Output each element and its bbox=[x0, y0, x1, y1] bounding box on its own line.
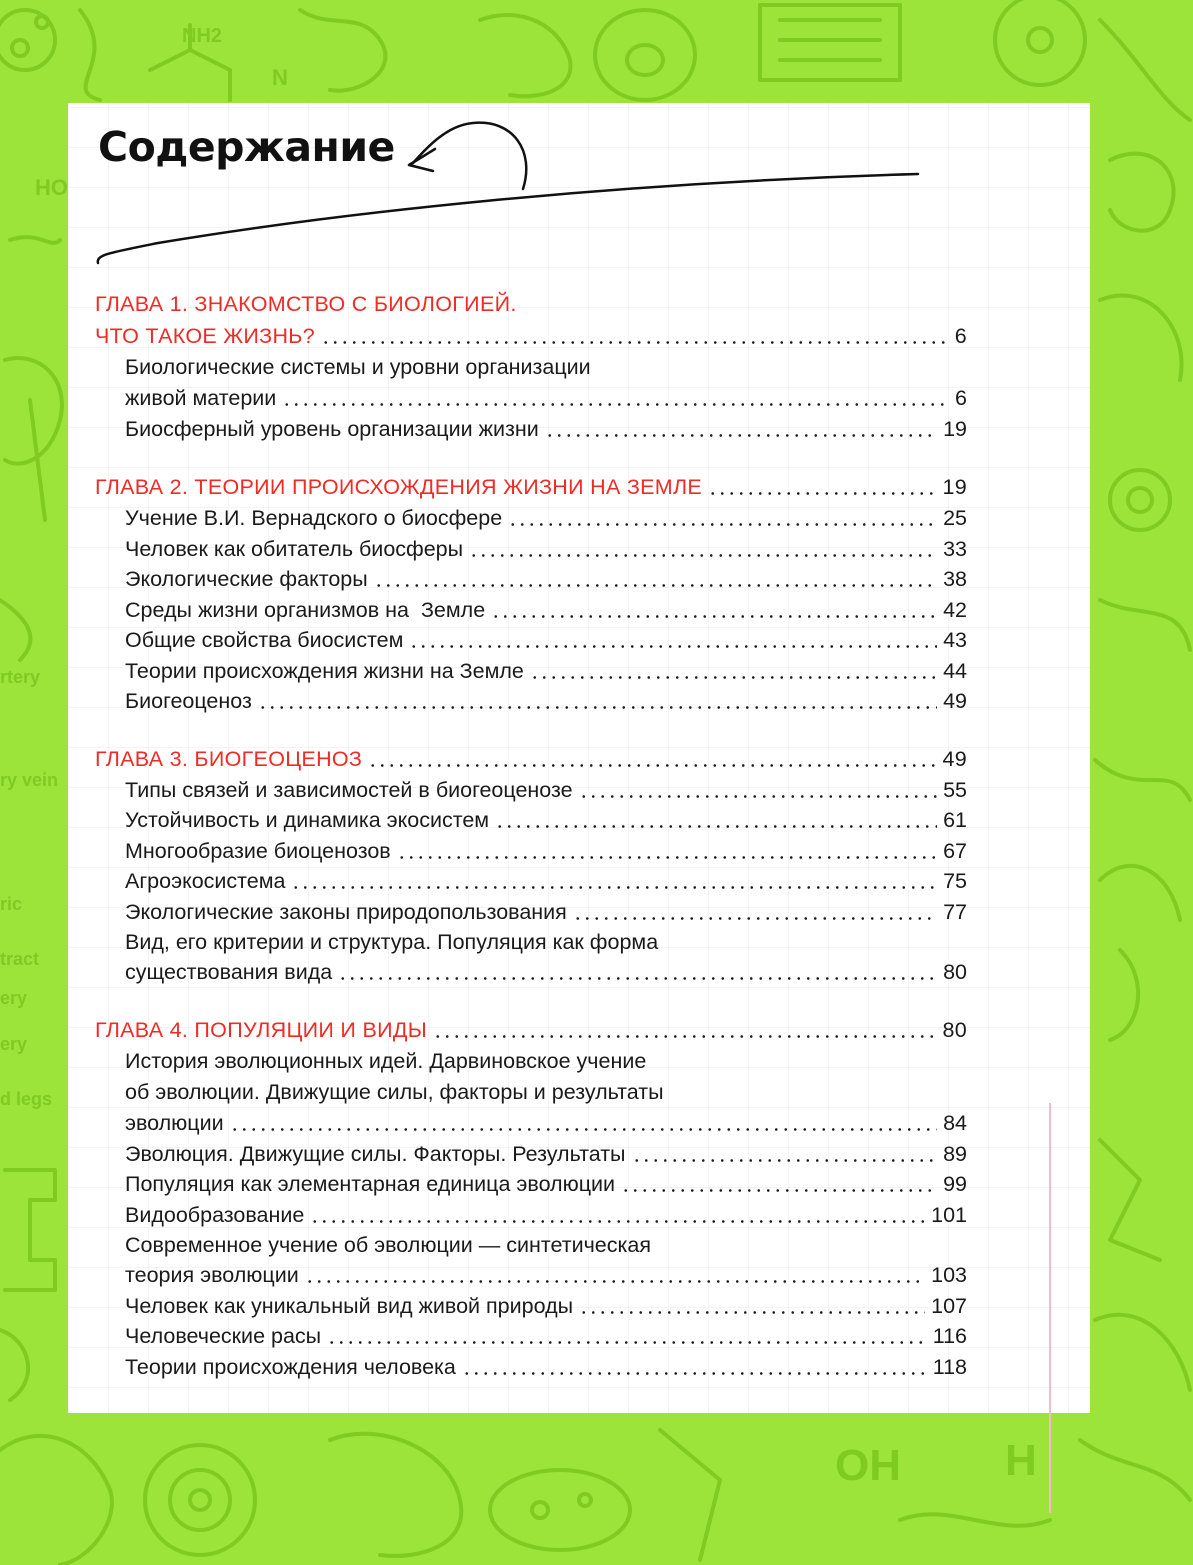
dot-leader bbox=[708, 492, 936, 495]
section-4-7-page: 116 bbox=[932, 1324, 967, 1348]
dot-leader bbox=[579, 1311, 925, 1314]
section-3-4-title: Агроэкосистема bbox=[125, 869, 286, 893]
section-2-4-entry[interactable] bbox=[125, 595, 967, 625]
section-2-7-title: Биогеоценоз bbox=[125, 689, 252, 713]
dot-leader bbox=[530, 676, 937, 679]
section-3-6-entry[interactable] bbox=[125, 957, 967, 987]
section-2-1-title: Учение В.И. Вернадского о биосфере bbox=[125, 506, 503, 530]
section-4-5-page: 103 bbox=[931, 1263, 967, 1287]
dot-leader bbox=[495, 825, 937, 828]
chapter-2-entry[interactable] bbox=[95, 472, 967, 502]
dot-leader bbox=[338, 977, 937, 980]
section-4-6-title: Человек как уникальный вид живой природы bbox=[125, 1294, 574, 1318]
section-3-4-page: 75 bbox=[943, 869, 967, 893]
page-title: Содержание bbox=[98, 123, 395, 171]
section-3-4-entry[interactable] bbox=[125, 866, 967, 896]
section-2-1-page: 25 bbox=[943, 506, 967, 530]
section-4-1-line2: эволюции bbox=[125, 1111, 224, 1135]
section-4-1-page: 84 bbox=[943, 1111, 967, 1135]
section-1-1-line2: живой материи bbox=[125, 386, 277, 410]
chapter-2-page: 19 bbox=[942, 475, 967, 499]
section-3-1-title: Типы связей и зависимостей в биогеоценозе bbox=[125, 778, 573, 802]
nh2-doodle: NH2 bbox=[182, 25, 223, 47]
vein-doodle: ry vein bbox=[0, 770, 59, 790]
dot-leader bbox=[327, 1341, 927, 1344]
dot-leader bbox=[310, 1220, 925, 1223]
section-2-4-title: Среды жизни организмов на Земле bbox=[125, 598, 486, 622]
section-2-1-entry[interactable] bbox=[125, 503, 967, 533]
section-1-2-page: 19 bbox=[943, 417, 967, 441]
dot-leader bbox=[573, 917, 937, 920]
dot-leader bbox=[433, 1035, 936, 1038]
ric-doodle: ric bbox=[0, 894, 23, 914]
section-4-5-line1[interactable]: Современное учение об эволюции — синтетическая bbox=[125, 1233, 651, 1257]
section-4-7-title: Человеческие расы bbox=[125, 1324, 322, 1348]
dot-leader bbox=[282, 403, 949, 406]
section-4-7-entry[interactable] bbox=[125, 1321, 967, 1351]
section-4-6-entry[interactable] bbox=[125, 1291, 967, 1321]
margin-line bbox=[1049, 1103, 1051, 1513]
section-3-3-page: 67 bbox=[943, 839, 967, 863]
dot-leader bbox=[579, 795, 938, 798]
chapter-4-page: 80 bbox=[942, 1018, 967, 1042]
section-4-4-page: 101 bbox=[931, 1203, 967, 1227]
section-3-5-page: 77 bbox=[943, 900, 967, 924]
dot-leader bbox=[469, 554, 937, 557]
section-3-6-line2: существования вида bbox=[125, 960, 333, 984]
chapter-1-title-line2: ЧТО ТАКОЕ ЖИЗНЬ? bbox=[95, 324, 315, 348]
dot-leader bbox=[545, 434, 937, 437]
artery-doodle: rtery bbox=[0, 667, 41, 687]
section-4-3-title: Популяция как элементарная единица эволюции bbox=[125, 1172, 616, 1196]
section-3-3-entry[interactable] bbox=[125, 836, 967, 866]
section-4-6-page: 107 bbox=[931, 1294, 967, 1318]
section-1-2-title: Биосферный уровень организации жизни bbox=[125, 417, 539, 441]
section-1-1-entry[interactable] bbox=[125, 383, 967, 413]
section-2-2-entry[interactable] bbox=[125, 534, 967, 564]
section-3-3-title: Многообразие биоценозов bbox=[125, 839, 391, 863]
section-4-4-title: Видообразование bbox=[125, 1203, 305, 1227]
section-4-3-entry[interactable] bbox=[125, 1169, 967, 1199]
section-3-2-entry[interactable] bbox=[125, 805, 967, 835]
ery-doodle-2: ery bbox=[0, 1034, 28, 1054]
section-4-4-entry[interactable] bbox=[125, 1200, 967, 1230]
section-2-7-entry[interactable] bbox=[125, 686, 967, 716]
contents-page bbox=[68, 103, 1090, 1413]
section-2-6-entry[interactable] bbox=[125, 656, 967, 686]
dot-leader bbox=[321, 341, 949, 344]
section-2-3-entry[interactable] bbox=[125, 564, 967, 594]
section-4-3-page: 99 bbox=[943, 1172, 967, 1196]
dot-leader bbox=[632, 1159, 938, 1162]
section-3-6-page: 80 bbox=[943, 960, 967, 984]
ho-doodle: HO bbox=[35, 175, 68, 200]
section-3-2-title: Устойчивость и динамика экосистем bbox=[125, 808, 490, 832]
chapter-1-page: 6 bbox=[954, 324, 967, 348]
section-1-2-entry[interactable] bbox=[125, 414, 967, 444]
section-4-2-entry[interactable] bbox=[125, 1139, 967, 1169]
chapter-1-title-line1[interactable]: ГЛАВА 1. ЗНАКОМСТВО С БИОЛОГИЕЙ. bbox=[95, 292, 517, 316]
h-doodle: H bbox=[1005, 1436, 1037, 1485]
dot-leader bbox=[291, 886, 937, 889]
dot-leader bbox=[462, 1372, 927, 1375]
section-2-5-title: Общие свойства биосистем bbox=[125, 628, 404, 652]
section-2-6-page: 44 bbox=[943, 659, 967, 683]
section-4-8-entry[interactable] bbox=[125, 1352, 967, 1382]
section-2-5-page: 43 bbox=[943, 628, 967, 652]
section-4-1-line1b[interactable]: об эволюции. Движущие силы, факторы и результаты bbox=[125, 1080, 664, 1104]
dot-leader bbox=[621, 1189, 937, 1192]
dot-leader bbox=[305, 1280, 925, 1283]
section-2-2-page: 33 bbox=[943, 537, 967, 561]
section-4-2-title: Эволюция. Движущие силы. Факторы. Результаты bbox=[125, 1142, 626, 1166]
section-3-5-entry[interactable] bbox=[125, 897, 967, 927]
ery-doodle-1: ery bbox=[0, 988, 28, 1008]
n-doodle: N bbox=[272, 65, 288, 90]
tract-doodle: tract bbox=[0, 949, 40, 969]
chapter-3-page: 49 bbox=[942, 747, 967, 771]
dot-leader bbox=[409, 645, 937, 648]
dot-leader bbox=[230, 1128, 937, 1131]
section-3-5-title: Экологические законы природопользования bbox=[125, 900, 567, 924]
section-3-1-page: 55 bbox=[943, 778, 967, 802]
section-2-2-title: Человек как обитатель биосферы bbox=[125, 537, 464, 561]
section-4-1-line1[interactable]: История эволюционных идей. Дарвиновское учение bbox=[125, 1049, 647, 1073]
chapter-3-entry[interactable] bbox=[95, 744, 967, 774]
dot-leader bbox=[258, 706, 937, 709]
section-2-4-page: 42 bbox=[943, 598, 967, 622]
section-2-3-title: Экологические факторы bbox=[125, 567, 368, 591]
dot-leader bbox=[374, 584, 937, 587]
section-4-5-line2: теория эволюции bbox=[125, 1263, 299, 1287]
section-4-1-entry[interactable] bbox=[125, 1108, 967, 1138]
dot-leader bbox=[397, 856, 937, 859]
chapter-3-title: ГЛАВА 3. БИОГЕОЦЕНОЗ bbox=[95, 747, 363, 771]
dot-leader bbox=[368, 764, 936, 767]
section-4-5-entry[interactable] bbox=[125, 1260, 967, 1290]
section-2-6-title: Теории происхождения жизни на Земле bbox=[125, 659, 524, 683]
section-4-8-page: 118 bbox=[932, 1355, 967, 1379]
section-4-2-page: 89 bbox=[943, 1142, 967, 1166]
legs-doodle: d legs bbox=[0, 1089, 53, 1109]
section-3-6-line1[interactable]: Вид, его критерии и структура. Популяция как форма bbox=[125, 930, 659, 954]
section-1-1-page: 6 bbox=[955, 386, 967, 410]
section-3-2-page: 61 bbox=[943, 808, 967, 832]
chapter-4-title: ГЛАВА 4. ПОПУЛЯЦИИ И ВИДЫ bbox=[95, 1018, 428, 1042]
section-3-1-entry[interactable] bbox=[125, 775, 967, 805]
section-1-1-line1[interactable]: Биологические системы и уровни организации bbox=[125, 355, 591, 379]
section-2-5-entry[interactable] bbox=[125, 625, 967, 655]
dot-leader bbox=[508, 523, 937, 526]
dot-leader bbox=[491, 615, 937, 618]
section-4-8-title: Теории происхождения человека bbox=[125, 1355, 456, 1379]
chapter-2-title: ГЛАВА 2. ТЕОРИИ ПРОИСХОЖДЕНИЯ ЖИЗНИ НА ЗЕМЛЕ bbox=[95, 475, 703, 499]
oh-doodle: OH bbox=[835, 1441, 901, 1490]
section-2-7-page: 49 bbox=[943, 689, 967, 713]
section-2-3-page: 38 bbox=[943, 567, 967, 591]
chapter-4-entry[interactable] bbox=[95, 1015, 967, 1045]
chapter-1-entry[interactable] bbox=[95, 321, 967, 351]
title-underline bbox=[88, 163, 928, 273]
